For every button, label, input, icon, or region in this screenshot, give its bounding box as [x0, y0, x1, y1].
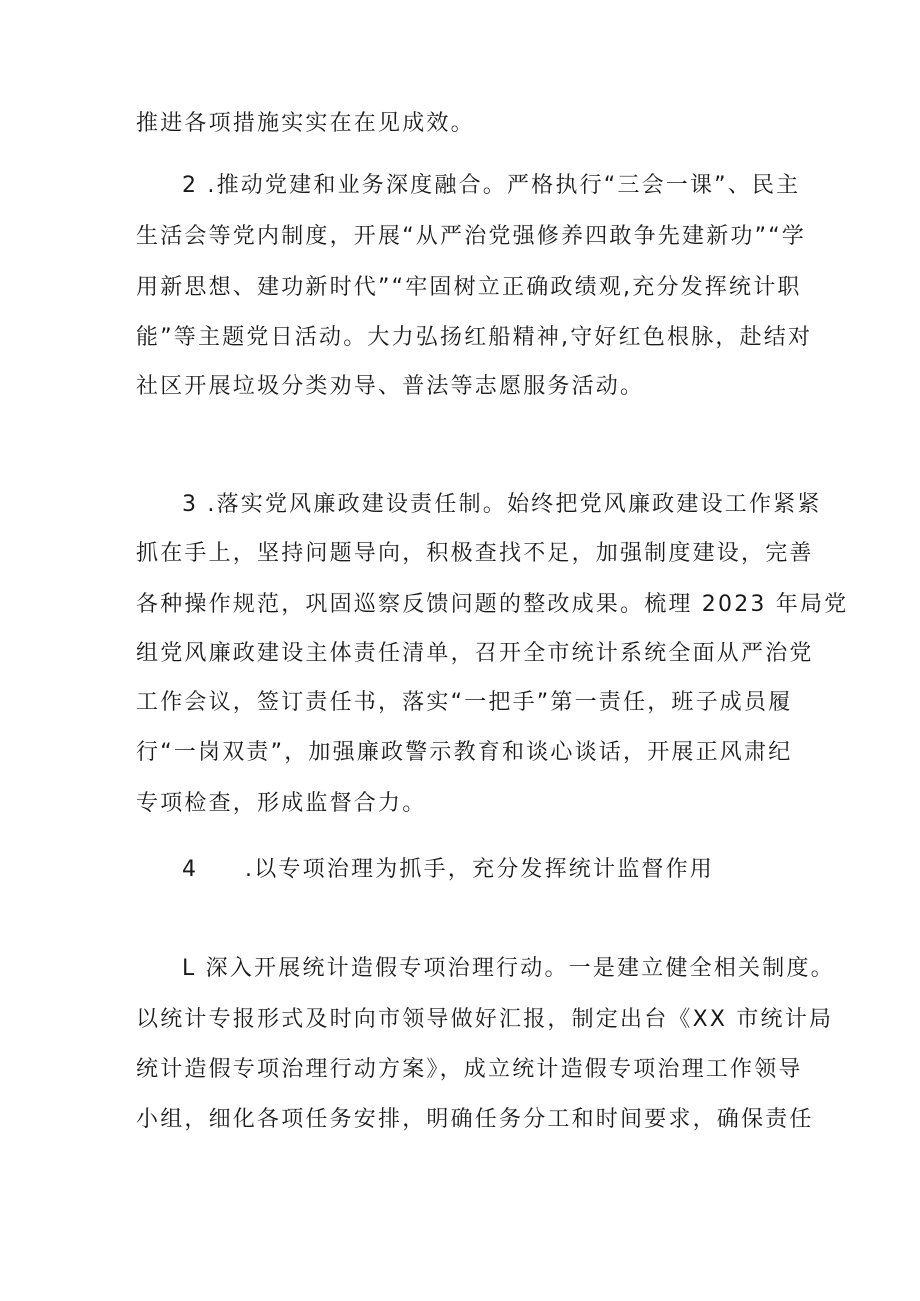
paragraph-line: 小组，细化各项任务安排，明确任务分工和时间要求，确保责任 [136, 1107, 814, 1132]
paragraph-line: 用新思想、建功新时代”“牢固树立正确政绩观,充分发挥统计职 [136, 275, 802, 300]
paragraph-line: 以统计专报形式及时向市领导做好汇报，制定出台《XX 市统计局 [136, 1007, 834, 1032]
paragraph-line: 专项检查，形成监督合力。 [136, 791, 427, 816]
paragraph-line: 能”等主题党日活动。大力弘扬红船精神,守好红色根脉，赴结对 [136, 325, 813, 350]
paragraph-line: 抓在手上，坚持问题导向，积极查找不足，加强制度建设，完善 [136, 541, 814, 566]
paragraph-line: 组党风廉政建设主体责任清单，召开全市统计系统全面从严治党 [136, 641, 814, 666]
paragraph-line: 统计造假专项治理行动方案》，成立统计造假专项治理工作领导 [136, 1057, 803, 1082]
paragraph-line: 2 .推动党建和业务深度融合。严格执行“三会一课”、民主 [182, 173, 801, 198]
paragraph-line: 推进各项措施实实在在见成效。 [136, 111, 475, 136]
paragraph-line: 生活会等党内制度，开展“从严治党强修养四敢争先建新功”“学 [136, 224, 806, 249]
paragraph-line: 行“一岗双责”，加强廉政警示教育和谈心谈话，开展正风肃纪 [136, 740, 793, 765]
section-number: 4 [182, 857, 196, 882]
paragraph-line: 工作会议，签订责任书，落实“一把手”第一责任，班子成员履 [136, 690, 793, 715]
paragraph-line: 社区开展垃圾分类劝导、普法等志愿服务活动。 [136, 374, 645, 399]
section-heading: .以专项治理为抓手，充分发挥统计监督作用 [245, 857, 714, 882]
paragraph-line: L 深入开展统计造假专项治理行动。一是建立健全相关制度。 [182, 956, 835, 981]
paragraph-line: 各种操作规范，巩固巡察反馈问题的整改成果。梳理 2023 年局党 [136, 592, 849, 617]
paragraph-line: 3 .落实党风廉政建设责任制。始终把党风廉政建设工作紧紧 [182, 492, 822, 517]
